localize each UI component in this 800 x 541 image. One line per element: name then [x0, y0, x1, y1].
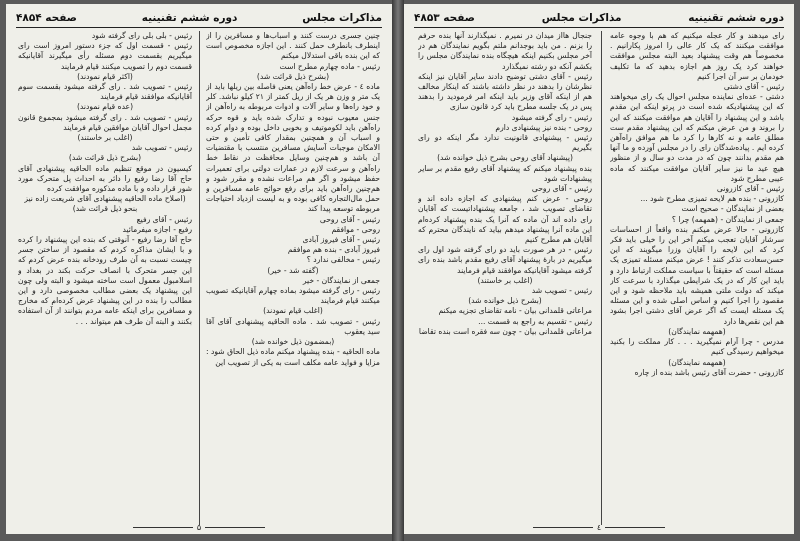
paragraph: جنجال هااز میدان در نمیرم . نمیگذارند آنها بنده حرفم را بزنم . من باید بوجدانم ملتم بگویم نمایندگان هم در آخر مجلس بکنیم اینکه هیچگاه بنده نمایندگان مجلس را بکشم آنکه دو رشته نمیگذارد — [418, 31, 592, 71]
book-gutter — [392, 0, 404, 541]
right-page — [404, 4, 794, 534]
paragraph: (عده قیام نمودند) — [76, 102, 134, 112]
left-page — [6, 4, 392, 534]
paragraph: رئیس - قسمت اول که جزء دستور امروز است رای میگیریم بقسمت دوم مسئله رأی میگیرند آقایانیکه قسمت دوم را تصویب میکنند قیام فرمایند — [18, 41, 192, 71]
left-page-number: ۵ — [196, 523, 202, 532]
right-header-right: دوره ششم تقنینیه — [688, 12, 784, 24]
paragraph: رئیس - تصویب شد . رای گرفته میشود بقسمت سوم آقایانیکه موافقند قیام فرمایند — [18, 82, 192, 102]
paragraph: (اغلب قیام نمودند) — [263, 306, 323, 316]
paragraph: رئیس - تصویب شد — [531, 286, 592, 296]
right-page-header — [414, 10, 784, 26]
paragraph: کیسیون در موقع تنظیم ماده الحاقیه پیشنهادی آقای حاج آقا رضا رفیع را دائر به احداث پل متحرک مورد شور قرار داده و با ماده مذکوره موافقت کرده — [18, 163, 192, 194]
paragraph: رئیس - در هر صورت باید دو رای گرفته شود اول رای میگیریم در بارهٔ پیشنهاد آقای رفیع مقدم باشد بنده رای گرفته میشود آقایانیکه موافقند قیام فرمایند — [418, 245, 592, 275]
paragraph: کازرونی - حضرت آقای رئیس باشد بنده از چاره — [634, 367, 784, 377]
paragraph: روحی - بنده نیز پیشنهادی دارم — [495, 122, 592, 132]
column-divider — [601, 31, 602, 525]
header-rule — [414, 27, 784, 28]
paragraph: رئیس - آقای دشتی توضیح دادند سایر آقایان نیز اینکه نظرشان را بدهند در نظر داشته باشند که اینکار مخالف هم از اینکه آقای وزیر باید اینکه امر فرمودید را بدهند پس در یک جلسه مطرح باید کرد قانون سازی — [418, 71, 592, 112]
paragraph: روحی - موافقم — [331, 224, 380, 234]
paragraph: رئیس - رای گرفته میشود — [511, 112, 592, 122]
paragraph: رئیس - رای گرفته میشود بماده چهارم آقایانیکه تصویب میکنند قیام فرمایند — [206, 286, 380, 306]
right-page-footer — [404, 523, 794, 532]
paragraph: رئیس - پیشنهادی قانونیت ندارد مگر اینکه دو رای بگیریم — [418, 133, 592, 153]
paragraph: (گفته شد - خیر) — [267, 265, 319, 275]
right-header-left: صفحه ۴۸۵۳ — [414, 12, 475, 24]
paragraph: مدرس - چرا آرام نمیگیرید . . . کار مملکت را بکنید میخواهیم رسیدگی کنیم — [610, 337, 784, 357]
left-page-header — [16, 10, 382, 26]
header-rule — [16, 27, 382, 28]
left-header-center: دوره ششم تقنینیه — [141, 12, 238, 24]
right-page-number: ٤ — [596, 523, 602, 532]
paragraph: (همهمه نمایندگان) — [668, 326, 726, 336]
left-header-left: صفحه ۴۸۵۴ — [16, 12, 77, 24]
paragraph: (بشرح ذیل قرائت شد) — [256, 71, 330, 81]
paragraph: (اغلب بر خاستند) — [477, 275, 533, 285]
paragraph: رئیس - تصویب شد . ماده الحاقیه پیشنهادی آقای آقا سید یعقوب — [206, 316, 380, 336]
left-header-right: مذاکرات مجلس — [302, 12, 382, 24]
paragraph: رئیس - بلی بلی رای گرفته شود — [91, 31, 192, 40]
paragraph: رئیس - آقای دشتی — [723, 82, 784, 92]
paragraph: جمعی از نمایندگان - (همهمه) چرا ؟ — [671, 214, 784, 224]
left-page-right-column — [206, 31, 380, 525]
paragraph: رئیس - آقای روحی — [319, 214, 380, 224]
paragraph: جمعی از نمایندگان - خیر — [302, 275, 380, 285]
paragraph: رئیس - تصویب شد — [131, 143, 192, 153]
paragraph: رئیس - آقای کازرونی — [716, 184, 784, 194]
paragraph: رئیس - آقای رفیع — [136, 214, 192, 224]
paragraph: رای میدهند و کار عجله میکنیم که هم با وجوه عامه موافقت میکنند که یک کار عالی را امروز پکارانیم . مخصوصاً هم وقت پیشنهاد بعید البته مجلس موافقت خواهند کرد یک روز هم اجازه بدهید که ما تکلیف خودمان بر سر آن اجرا کنیم — [610, 31, 784, 81]
paragraph: رفیع - اجازه میفرمائید — [122, 224, 192, 234]
right-page-left-column — [418, 31, 592, 525]
paragraph: رئیس - تصویب شد . رای گرفته میشود بمجموع قانون مجمل احوال آقایان موافقین قیام فرمایند — [18, 112, 192, 132]
paragraph: (بشرح ذیل قرائت شد) — [68, 153, 142, 163]
paragraph: مراعاتی قلمدانی بیان - نامه تقاضای تجزیه میکنم — [438, 306, 592, 316]
paragraph: کازرونی - حالا عرض میکنم بنده واقعاً از احساسات سرشار آقایان تعجب میکنم آخر این را خیلی باید فکر کرد که این لایحه را آقایان وزرا میگویند که این حسن‌سعادت تذکر کنند ! عرض میکنم مسئله تمیزی یک مسئله است که حقیقتاً با سیاست مملکت ارتباط دارد و باید این کار که در یک شرایطی میگذارد با سرعت کار میکند که دولت ملتی همیشه باید ملاحظه شود و این مقصود را اجرا کنیم و اساس اصلی شده و این مسئله یک مسئله ایست که اگر عرض آقای دشتی اجرا بشود هم این نقص‌ها دارد — [610, 224, 784, 326]
column-divider — [199, 31, 200, 525]
paragraph: رئیس - ماده چهارم مطرح است — [279, 61, 380, 71]
paragraph: (اصلاح ماده الحاقیه پیشنهادی آقای شریعت زاده نیز بنحو ذیل قرائت شد) — [24, 194, 186, 214]
paragraph: چنین جسری درست کنند و اسباب‌ها و مسافرین را از اینطرف بانطرف حمل کنند . این اجازه مخصوص است که این بنده باقی استدلال میکنم — [206, 31, 380, 61]
paragraph: رئیس - تقسیم به راجع به قسمت ... — [478, 316, 592, 326]
paragraph: (بشرح ذیل خوانده شد) — [468, 296, 542, 306]
right-page-right-column — [610, 31, 784, 525]
paragraph: مراعاتی قلمدانی بیان - چون سه فقره است بنده تقاضا — [418, 326, 592, 336]
paragraph: فیروز آبادی - بنده هم موافقم — [287, 245, 380, 255]
right-header-center: مذاکرات مجلس — [541, 12, 622, 24]
paragraph: (همهمه نمایندگان) — [668, 357, 726, 367]
paragraph: دشتی - عده‌ای نماینده مجلس احوال یک رای میخواهند که این پیشنهادیکه شده است در پرتو اینکه این مقدم باشد و این پیشنهاد را آقایان هم موافقت میکنند که این را بروند و من عرض میکنم که این پیشنهاد مقدم ست مطلق عامه و نه کارها را کرد ما هم موافق راه‌آهن کرده ایم . پیاده‌شدگان رای را در مجلس آورده و ما آنها هم مقدم بدانند چون که در مدت دو سال و از منظور هیچ عید ما نیز سایر آقایان موافقت میکنند که ماده عیبی مطرح شود — [610, 92, 784, 183]
paragraph: حاج آقا رضا رفیع - آنوقتی که بنده این پیشنهاد را کرده و با ایشان مذاکره کردم که مقصود از ساختن جسر چیست نسبت به آن طرف رودخانه بنده عرض کردم که این جسر متحرک با انصاف حرکت بکند در بغداد و اسلامبول معمول است ساخته میشود و البته ولی چون این پیشنهاد یک بعضی مطالب مخصوصی دارد و این مطالب را بنده در این پیشنهاد عرض کرده‌ام که مخارج و مسافرین برای اینکه عامه مردم بتوانند از آن استفاده بکنند و البته آن طرف هم میتواند . . . — [18, 235, 192, 326]
paragraph: بعضی از نمایندگان - صحیح است — [681, 204, 784, 214]
paragraph: (اکثر قیام نمودند) — [77, 71, 133, 81]
paragraph: ماده ٤ - عرض خط راه‌آهن یعنی فاصله بین ریلها باید از یک متر و وزن هر یک از ریل کمتر از ۲۱ کیلو نباشد. کلر و خود راه‌ها و سایر آلات و ادوات مربوطه به راه‌آهن از جنس معیوب نبوده و تدارک شده باید و قوه حرکه راه‌آهن باید لکوموتیف و بخوبی داخل بوده و دوام کرده و اسباب آن و همچنین بمقدار کافی تأمین و حتی الامکان موجبات آسایش مسافرین منتسب با مقتضیات آن باشد و هم‌چنین وسایل محافظت در نقاط خط راه‌آهن و سرعت لازم در عمارات دولتی برای تعمیرات حفظ میشود و اگر هم مراعات نشده و مقرر شود و هم‌چنین راه‌آهن باید برای رفع حوائج عامه مسافرین و حمل مال‌التجاره کافی بوده و به لیست ازدیاد احتیاجات مربوطه توسعه پیدا کند — [206, 82, 380, 214]
paragraph: کازرونی - بنده هم لایحه تمیزی مطرح شود ... — [640, 194, 784, 204]
left-page-footer — [6, 523, 392, 532]
paragraph: (بمضمون ذیل خوانده شد) — [251, 337, 335, 347]
paragraph: بنده پیشنهاد میکنم که پیشنهاد آقای رفیع مقدم بر سایر پیشنهادات شود — [418, 163, 592, 183]
paragraph: رئیس - آقای فیروز آبادی — [302, 235, 380, 245]
paragraph: روحی - عرض کنم پیشنهادی که اجازه داده اند و تقاضای تصویب شد ، جامعه پیشنهاداتیست که آقایان رای داده اند آن ماده که آنرا یک بنده پیشنهاد کرده‌ام این ماده آنرا پیشنهاد میدهم بیاید که نایندگان محترم که آقایان هم مطرح کنیم — [418, 194, 592, 245]
paragraph: رئیس - آقای روحی — [531, 184, 592, 194]
left-page-left-column — [18, 31, 192, 525]
paragraph: ماده الحاقیه - بنده پیشنهاد میکنم ماده ذیل الحاق شود : مزایا و فواید عامه مکلف است به یکی از تصویب این — [206, 347, 380, 367]
paragraph: رئیس - مخالفی ندارد ؟ — [306, 255, 380, 265]
paragraph: (اغلب بر خاستند) — [77, 133, 133, 143]
paragraph: (پیشنهاد آقای روحی بشرح ذیل خوانده شد) — [437, 153, 573, 163]
